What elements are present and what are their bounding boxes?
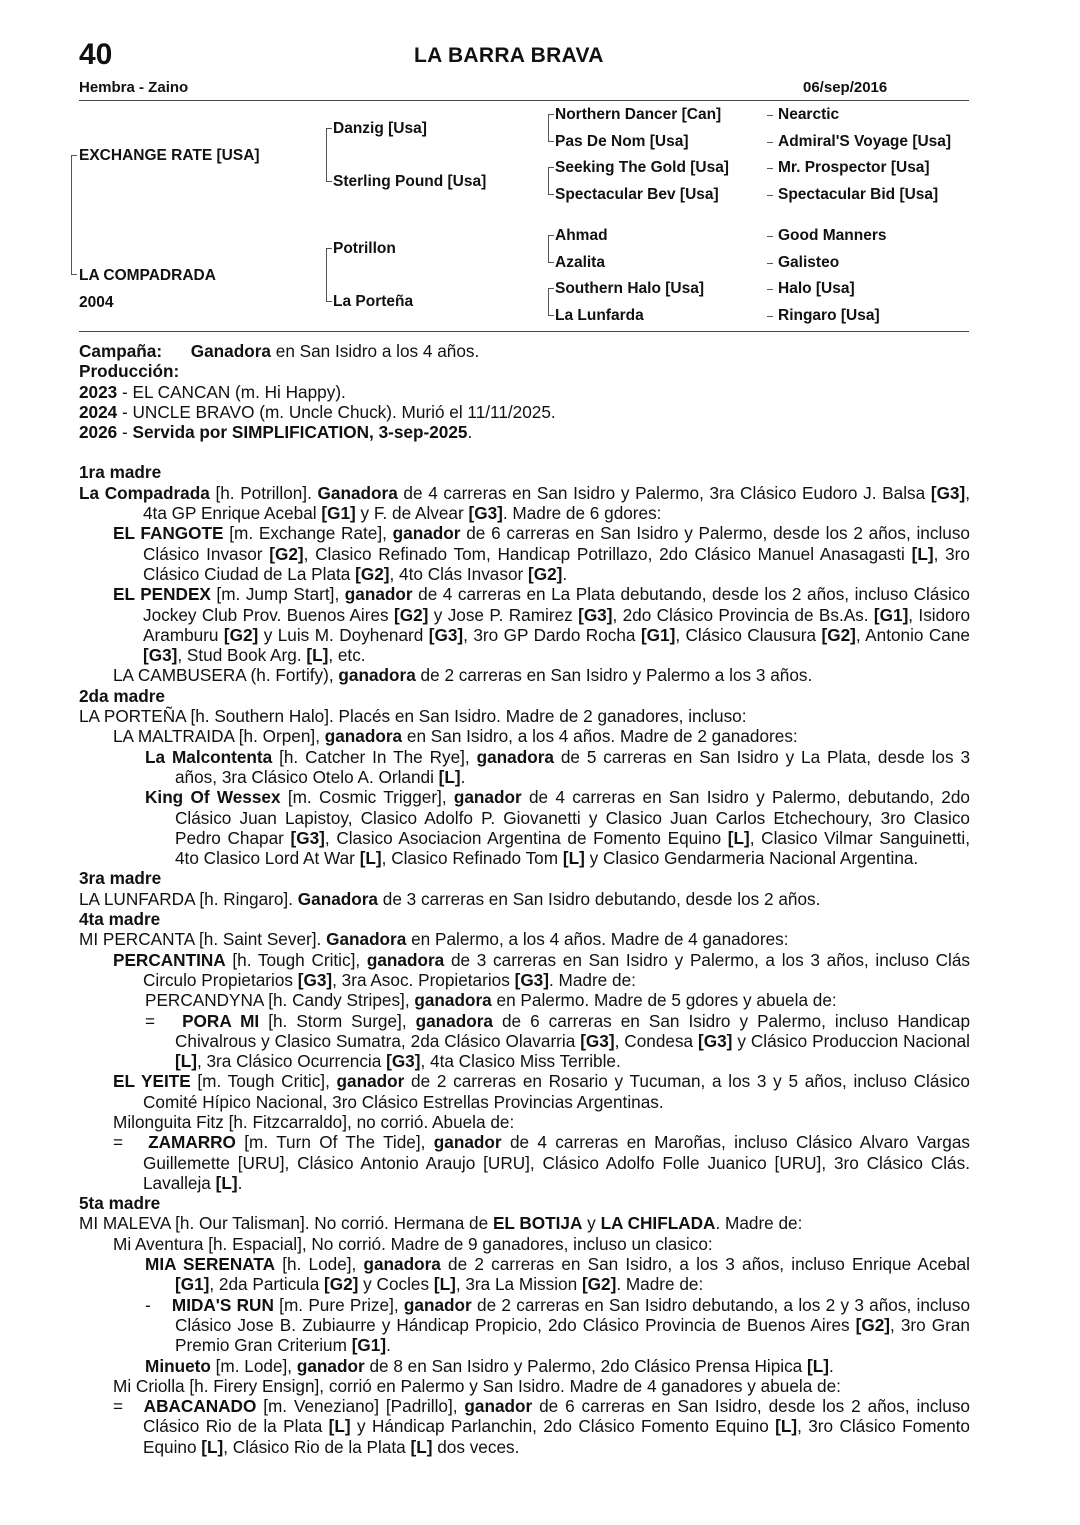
horse-name: LA BARRA BRAVA	[414, 44, 604, 67]
family-entry: = ZAMARRO [m. Turn Of The Tide], ganador de 4 carreras en Maroñas, incluso Clásico Alvaro Vargas Guillemette [URU], Clásico Antonio Araujo [URU], Clásico Adolfo Folle Juanico [URU], 3ro Clásico Clás. Lavalleja [L].	[113, 1132, 970, 1193]
family-sections	[79, 462, 970, 1457]
section-title: 3ra madre	[79, 868, 162, 889]
family-entry: MI PERCANTA [h. Saint Sever]. Ganadora en Palermo, a los 4 años. Madre de 4 ganadores:	[79, 929, 789, 950]
family-entry: EL YEITE [m. Tough Critic], ganador de 2 carreras en Rosario y Tucuman, a los 3 y 5 años, incluso Clásico Comité Hípico Nacional, 3ro Clásico Estrellas Provincias Argentinas.	[113, 1071, 970, 1112]
section-title: 4ta madre	[79, 909, 161, 930]
bracket-line	[71, 155, 72, 275]
gen4-dash	[767, 236, 773, 237]
sex-color: Hembra - Zaino	[79, 79, 189, 96]
family-entry: LA PORTEÑA [h. Southern Halo]. Placés en San Isidro. Madre de 2 ganadores, incluso:	[79, 706, 747, 727]
pedigree-gen3: Northern Dancer [Can]	[555, 106, 722, 123]
family-entry: PERCANDYNA [h. Candy Stripes], ganadora en Palermo. Madre de 5 gdores y abuela de:	[145, 990, 837, 1011]
bracket-line	[548, 114, 549, 142]
bracket-line	[548, 235, 549, 263]
production-line: 2023 - EL CANCAN (m. Hi Happy).	[79, 381, 346, 402]
bracket-line	[71, 274, 77, 275]
pedigree-gen4: Galisteo	[778, 254, 840, 271]
gen4-dash	[767, 115, 773, 116]
family-entry: EL FANGOTE [m. Exchange Rate], ganador de 6 carreras en San Isidro y Palermo, desde los 2 años, incluso Clásico Invasor [G2], Clasico Refinado Tom, Handicap Potrillazo, 2do Clásico Manuel Anasagasti [L], 3ro Clásico Ciudad de La Plata [G2], 4to Clás Invasor [G2].	[113, 523, 970, 584]
bracket-line	[548, 262, 554, 263]
bracket-line	[326, 128, 332, 129]
family-entry: LA CAMBUSERA (h. Fortify), ganadora de 2 carreras en San Isidro y Palermo a los 3 años.	[113, 665, 813, 686]
gen4-dash	[767, 263, 773, 264]
family-entry: PERCANTINA [h. Tough Critic], ganadora de 3 carreras en San Isidro y Palermo, a los 3 años, incluso Clás Circulo Propietarios [G3], 3ra Asoc. Propietarios [G3]. Madre de:	[113, 949, 971, 990]
bottom-rule	[79, 331, 969, 332]
pedigree-gen3: Ahmad	[555, 227, 608, 244]
pedigree-gen3: Azalita	[555, 254, 605, 271]
family-entry: Mi Criolla [h. Firery Ensign], corrió en Palermo y San Isidro. Madre de 4 ganadores y abuela de:	[113, 1375, 841, 1396]
gen4-dash	[767, 168, 773, 169]
bracket-line	[326, 181, 332, 182]
pedigree-notes	[79, 341, 970, 1457]
campaign-line: Campaña: Ganadora en San Isidro a los 4 años.	[79, 341, 480, 361]
bracket-line	[548, 288, 554, 289]
bracket-line	[548, 141, 554, 142]
production-line: 2026 - Servida por SIMPLIFICATION, 3-sep-2025.	[79, 422, 473, 443]
production-line: 2024 - UNCLE BRAVO (m. Uncle Chuck). Murió el 11/11/2025.	[79, 401, 556, 422]
catalog-number: 40	[79, 38, 113, 71]
pedigree-gen3: Southern Halo [Usa]	[555, 280, 704, 297]
family-entry: MI MALEVA [h. Our Talisman]. No corrió. Hermana de EL BOTIJA y LA CHIFLADA. Madre de:	[79, 1213, 803, 1234]
family-entry: = ABACANADO [m. Veneziano] [Padrillo], ganador de 6 carreras en San Isidro, desde los 2 años, incluso Clásico Rio de la Plata [L] y Hándicap Parlanchin, 2do Clásico Fomento Equino [L], 3ro Clásico Fomento Equino [L], Clásico Rio de la Plata [L] dos veces.	[113, 1396, 970, 1457]
bracket-line	[326, 248, 332, 249]
pedigree-gen3: Pas De Nom [Usa]	[555, 133, 689, 150]
pedigree-gen4: Spectacular Bid [Usa]	[778, 186, 939, 203]
bracket-line	[548, 167, 549, 195]
pedigree-gen2: Sterling Pound [Usa]	[333, 173, 487, 190]
family-entry: EL PENDEX [m. Jump Start], ganador de 4 carreras en La Plata debutando, desde los 2 años, incluso Clásico Jockey Club Prov. Buenos Aires [G2] y Jose P. Ramirez [G3], 2do Clásico Provincia de Bs.As. [G1], Isidoro Aramburu [G2] y Luis M. Doyhenard [G3], 3ro GP Dardo Rocha [G1], Clásico Clausura [G2], Antonio Cane [G3], Stud Book Arg. [L], etc.	[113, 584, 971, 666]
birth-date: 06/sep/2016	[803, 79, 888, 96]
pedigree-gen4: Admiral'S Voyage [Usa]	[778, 133, 952, 150]
family-entry: King Of Wessex [m. Cosmic Trigger], ganador de 4 carreras en San Isidro y Palermo, debutando, 2do Clásico Juan Lapistoy, Clasico Adolfo P. Giovanetti y Clasico Juan Carlos Etchechoury, 3ro Clasico Pedro Chapar [G3], Clasico Asociacion Argentina de Fomento Equino [L], Clasico Vilmar Sanguinetti, 4to Clasico Lord At War [L], Clasico Refinado Tom [L] y Clasico Gendarmeria Nacional Argentina.	[145, 787, 970, 869]
top-rule	[79, 100, 969, 101]
pedigree-dam: LA COMPADRADA	[79, 267, 216, 284]
family-entry: - MIDA'S RUN [m. Pure Prize], ganador de 2 carreras en San Isidro debutando, a los 2 y 3 años, incluso Clásico Jose B. Zubiaurre y Hándicap Propicio, 2do Clásico Provincia de Buenos Aires [G2], 3ro Gran Premio Gran Criterium [G1].	[145, 1294, 971, 1356]
bracket-line	[548, 315, 554, 316]
pedigree-gen4: Good Manners	[778, 227, 887, 244]
bracket-line	[548, 114, 554, 115]
pedigree-dam-year: 2004	[79, 294, 114, 311]
bracket-line	[548, 288, 549, 316]
bracket-line	[326, 248, 327, 302]
family-entry: La Malcontenta [h. Catcher In The Rye], ganadora de 5 carreras en San Isidro y La Plata, desde los 3 años, 3ra Clásico Otelo A. Orlandi [L].	[145, 746, 971, 787]
pedigree-gen3: Spectacular Bev [Usa]	[555, 186, 719, 203]
gen4-dash	[767, 195, 773, 196]
pedigree-gen3: Seeking The Gold [Usa]	[555, 159, 729, 176]
family-entry: Minueto [m. Lode], ganador de 8 en San Isidro y Palermo, 2do Clásico Prensa Hipica [L].	[145, 1355, 834, 1376]
family-entry: = PORA MI [h. Storm Surge], ganadora de 6 carreras en San Isidro y Palermo, incluso Handicap Chivalrous y Clasico Sumatra, 2da Clásico Olavarria [G3], Condesa [G3] y Clásico Produccion Nacional [L], 3ra Clásico Ocurrencia [G3], 4ta Clasico Miss Terrible.	[145, 1010, 971, 1072]
gen4-dash	[767, 316, 773, 317]
section-title: 1ra madre	[79, 462, 162, 483]
pedigree-gen2: La Porteña	[333, 293, 414, 310]
section-title: 5ta madre	[79, 1193, 161, 1214]
pedigree-gen4: Mr. Prospector [Usa]	[778, 159, 930, 176]
family-entry: MIA SERENATA [h. Lode], ganadora de 2 carreras en San Isidro, a los 3 años, incluso Enrique Acebal [G1], 2da Particula [G2] y Cocles [L], 3ra La Mission [G2]. Madre de:	[145, 1254, 970, 1295]
bracket-line	[326, 128, 327, 182]
pedigree-gen4: Ringaro [Usa]	[778, 307, 880, 324]
pedigree-gen2: Potrillon	[333, 240, 396, 257]
family-entry: LA LUNFARDA [h. Ringaro]. Ganadora de 3 carreras en San Isidro debutando, desde los 2 años.	[79, 888, 821, 909]
gen4-dash	[767, 142, 773, 143]
family-entry: LA MALTRAIDA [h. Orpen], ganadora en San Isidro, a los 4 años. Madre de 2 ganadores:	[113, 726, 798, 747]
bracket-line	[548, 194, 554, 195]
pedigree-sire: EXCHANGE RATE [USA]	[79, 147, 260, 164]
bracket-line	[548, 235, 554, 236]
pedigree-gen2: Danzig [Usa]	[333, 120, 427, 137]
bracket-line	[71, 155, 77, 156]
family-entry: La Compadrada [h. Potrillon]. Ganadora de 4 carreras en San Isidro y Palermo, 3ra Clásico Eudoro J. Balsa [G3], 4ta GP Enrique Acebal [G1] y F. de Alvear [G3]. Madre de 6 gdores:	[79, 482, 970, 524]
gen4-dash	[767, 289, 773, 290]
family-entry: Milonguita Fitz [h. Fitzcarraldo], no corrió. Abuela de:	[113, 1111, 515, 1132]
pedigree-gen4: Nearctic	[778, 106, 840, 123]
pedigree-gen4: Halo [Usa]	[778, 280, 855, 297]
production-label: Producción:	[79, 361, 180, 382]
family-entry: Mi Aventura [h. Espacial], No corrió. Madre de 9 ganadores, incluso un clasico:	[113, 1233, 713, 1254]
section-title: 2da madre	[79, 685, 165, 706]
bracket-line	[326, 301, 332, 302]
pedigree-gen3: La Lunfarda	[555, 307, 644, 324]
spacer	[79, 442, 970, 462]
bracket-line	[548, 167, 554, 168]
